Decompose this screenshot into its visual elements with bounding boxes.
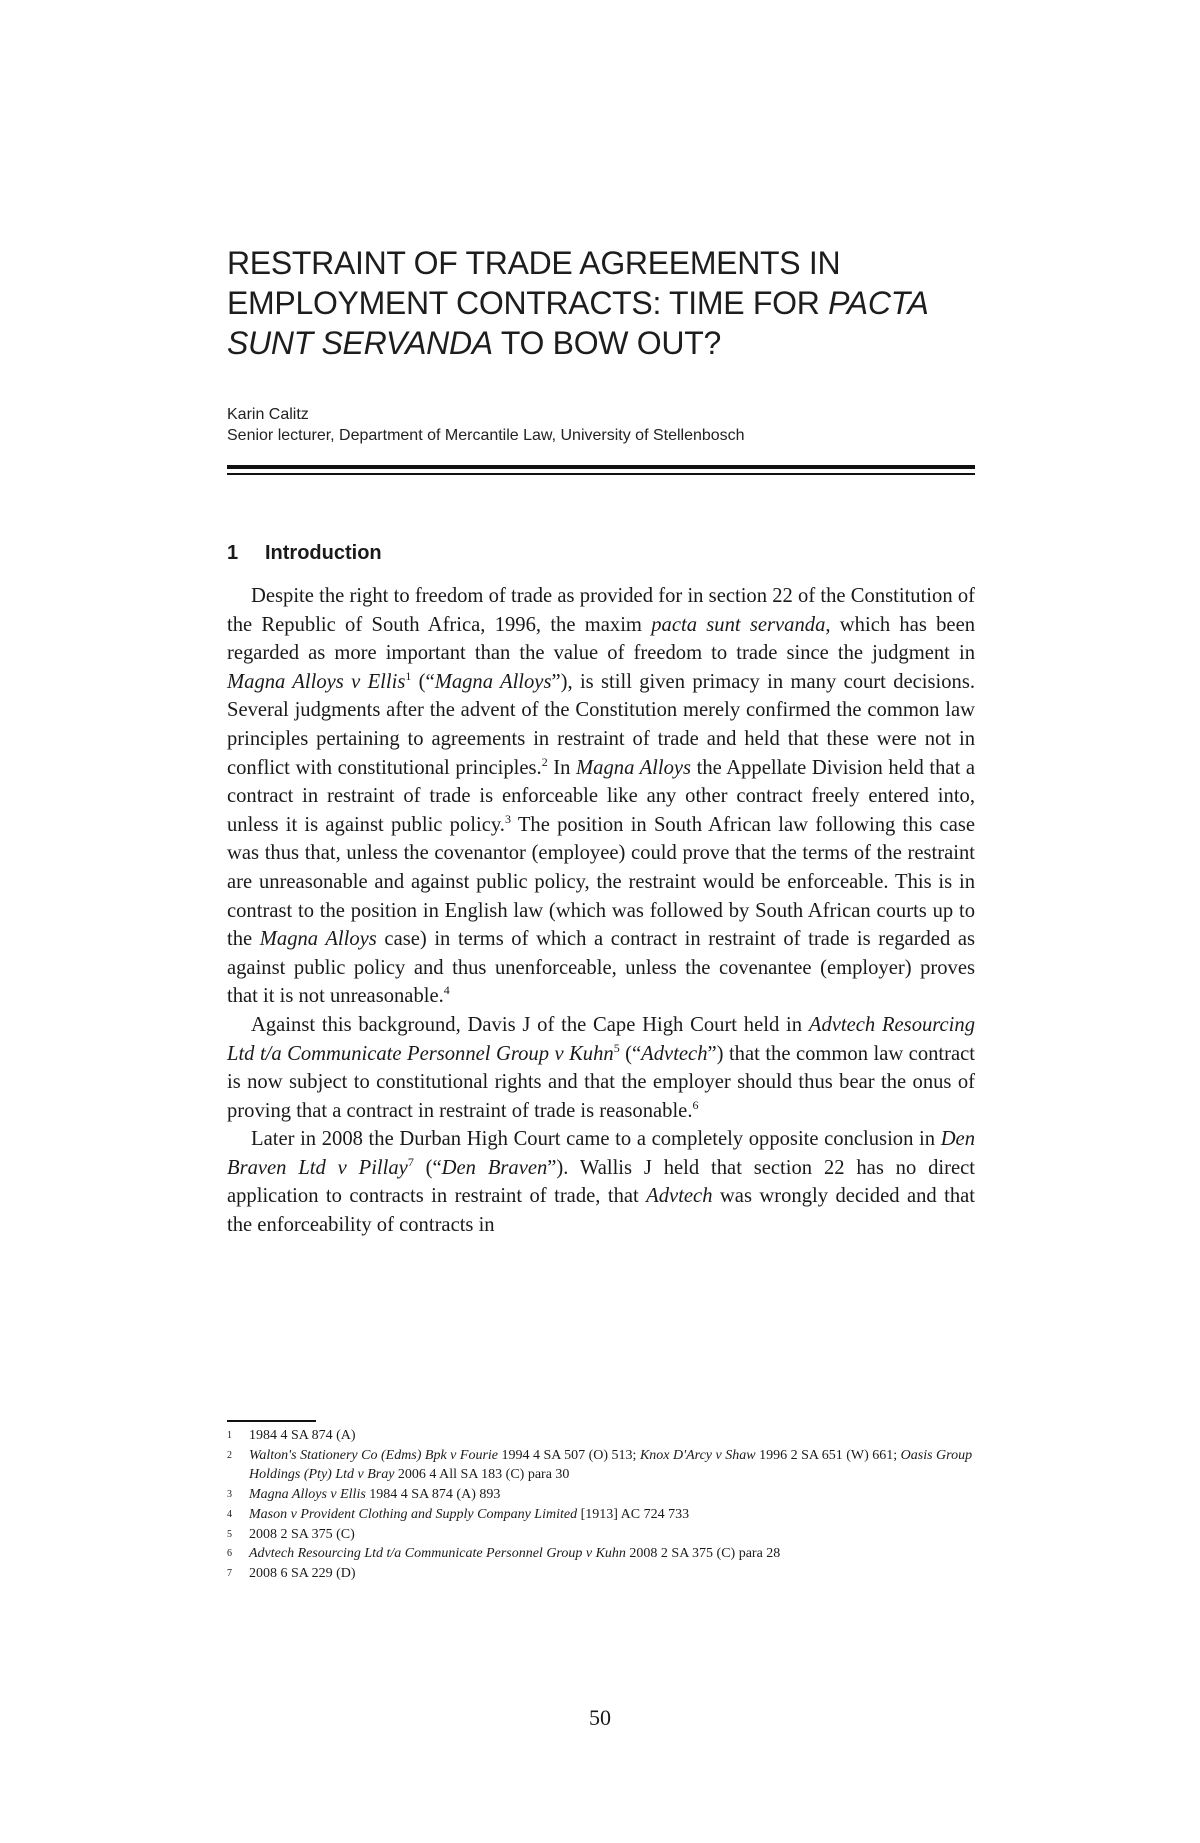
footnote-number: 1 [227,1430,232,1441]
case-name: Advtech [646,1185,713,1208]
footnote-text: 2008 6 SA 229 (D) [249,1565,356,1581]
case-name: Mason v Provident Clothing and Supply Company Limited [249,1506,578,1522]
section-title: Introduction [265,542,382,564]
section-number: 1 [227,542,239,564]
footnote-text [249,1505,975,1525]
paragraph-3 [227,1125,975,1239]
article-title [227,243,987,363]
footnote-number: 7 [227,1567,232,1579]
footnote-number: 2 [227,1449,232,1461]
paragraph-2 [227,1011,975,1125]
text-run: ”). Wallis J held that section 22 has no direct application to contracts in restraint of trade, that [227,1156,975,1208]
section-heading [227,542,382,565]
text-run: In [547,756,577,779]
text-run: case) in terms of which a contract in restraint of trade is regarded as against public policy and thus unenforceable, unless the covenantee (employer) proves that it is not unreasonable. [227,928,976,1008]
footnotes [227,1426,975,1584]
footnote-number: 3 [227,1489,232,1501]
footnote [227,1426,975,1446]
text-run: was wrongly decided and that the enforceability of contracts in [227,1185,975,1237]
footnote-ref[interactable]: 2 [541,754,548,769]
footnote-ref[interactable]: 3 [504,811,511,826]
header-rule-thin [227,473,975,475]
case-name: Den Braven Ltd v Pillay [227,1128,975,1179]
case-name: Magna Alloys v Ellis [227,670,406,693]
case-name: Advtech Resourcing Ltd t/a Communicate Personnel Group v Kuhn [249,1546,626,1562]
page-number: 50 [589,1705,611,1730]
case-name: Den Braven [441,1156,548,1179]
text-run: (“ [619,1042,642,1065]
text-run: The position in South African law following this case was thus that, unless the covenantor (employee) could prove that the terms of the restraint are unreasonable and against public policy, the restraint would be enforceable. This is in contrast to the position in English law (which was followed by South African courts up to the [227,813,975,951]
footnote [227,1446,975,1485]
footnote [227,1544,975,1564]
footnote-ref[interactable]: 1 [405,668,412,683]
footnote-text: 1984 4 SA 874 (A) [249,1428,356,1443]
case-name: Walton's Stationery Co (Edms) Bpk v Fourie [249,1447,498,1463]
footnote [227,1564,975,1584]
case-name: Magna Alloys [434,670,552,693]
footnote-text [249,1485,975,1505]
footnote-ref[interactable]: 5 [613,1040,620,1055]
text-run: ”) that the common law contract is now subject to constitutional rights and that the employer should thus bear the onus of proving that a contract in restraint of trade is reasonable. [227,1042,975,1122]
text-run: Despite the right to freedom of trade as provided for in section 22 of the Constitution of the Republic of South Africa, 1996, the maxim [227,585,975,636]
text-run: the Appellate Division held that a contract in restraint of trade is enforceable like any other contract freely entered into, unless it is against public policy. [227,756,976,836]
author-affiliation: Senior lecturer, Department of Mercantile Law, University of Stellenbosch [227,427,745,444]
author-name: Karin Calitz [227,406,309,423]
footnote-number: 4 [227,1508,232,1520]
text-run: , which has been regarded as more important than the value of freedom to trade since the judgment in [227,613,976,665]
text-run: 1996 2 SA 651 (W) 661; [755,1447,901,1463]
footnote-ref[interactable]: 4 [443,983,450,998]
title-line-2: EMPLOYMENT CONTRACTS: TIME FOR [227,285,829,321]
text-run: 2006 4 All SA 183 (C) para 30 [394,1467,570,1483]
footnote-separator [227,1420,316,1422]
footnote-text [249,1544,975,1564]
text-run: Later in 2008 the Durban High Court came to a completely opposite conclusion in [251,1128,941,1151]
text-run: ”), is still given primacy in many court decisions. Several judgments after the advent of the Constitution merely confirmed the common law principles pertaining to agreements in restraint of trade and held that these were not in conflict with constitutional principles. [227,670,976,779]
footnote-number: 5 [227,1528,232,1540]
case-name: Advtech Resourcing Ltd t/a Communicate Personnel Group v Kuhn [227,1013,975,1065]
text-run: 1994 4 SA 507 (O) 513; [498,1447,640,1463]
body-text [227,582,975,1240]
author-block [227,404,987,446]
case-name: Advtech [641,1042,708,1065]
title-line-2-italic: PACTA [828,285,929,321]
text-run: 2008 2 SA 375 (C) para 28 [625,1546,781,1562]
text-run: [1913] AC 724 733 [577,1506,690,1522]
case-name: Magna Alloys [576,756,692,779]
case-name: Oasis Group Holdings (Pty) Ltd v Bray [249,1447,973,1483]
text-run: Against this background, Davis J of the Cape High Court held in [251,1013,809,1036]
text-run: (“ [413,1156,442,1179]
case-name: Knox D'Arcy v Shaw [639,1447,756,1463]
footnote-ref[interactable]: 7 [407,1155,414,1170]
footnote [227,1505,975,1525]
footnote [227,1485,975,1505]
header-rule-thick [227,465,975,469]
paragraph-1 [227,582,975,1011]
footnote-number: 6 [227,1548,232,1560]
footnote-ref[interactable]: 6 [692,1097,699,1112]
text-run: (“ [411,670,435,693]
title-line-1: RESTRAINT OF TRADE AGREEMENTS IN [227,245,841,281]
text-run: 1984 4 SA 874 (A) 893 [365,1487,501,1503]
case-name: Magna Alloys v Ellis [249,1487,366,1503]
footnote [227,1525,975,1545]
footnote-text: 2008 2 SA 375 (C) [249,1526,355,1542]
footnote-text [249,1446,975,1485]
title-line-3-italic: SUNT SERVANDA [227,325,493,361]
italic-run: pacta sunt servanda [651,613,826,636]
case-name: Magna Alloys [259,928,377,951]
title-line-3: TO BOW OUT? [492,325,721,361]
